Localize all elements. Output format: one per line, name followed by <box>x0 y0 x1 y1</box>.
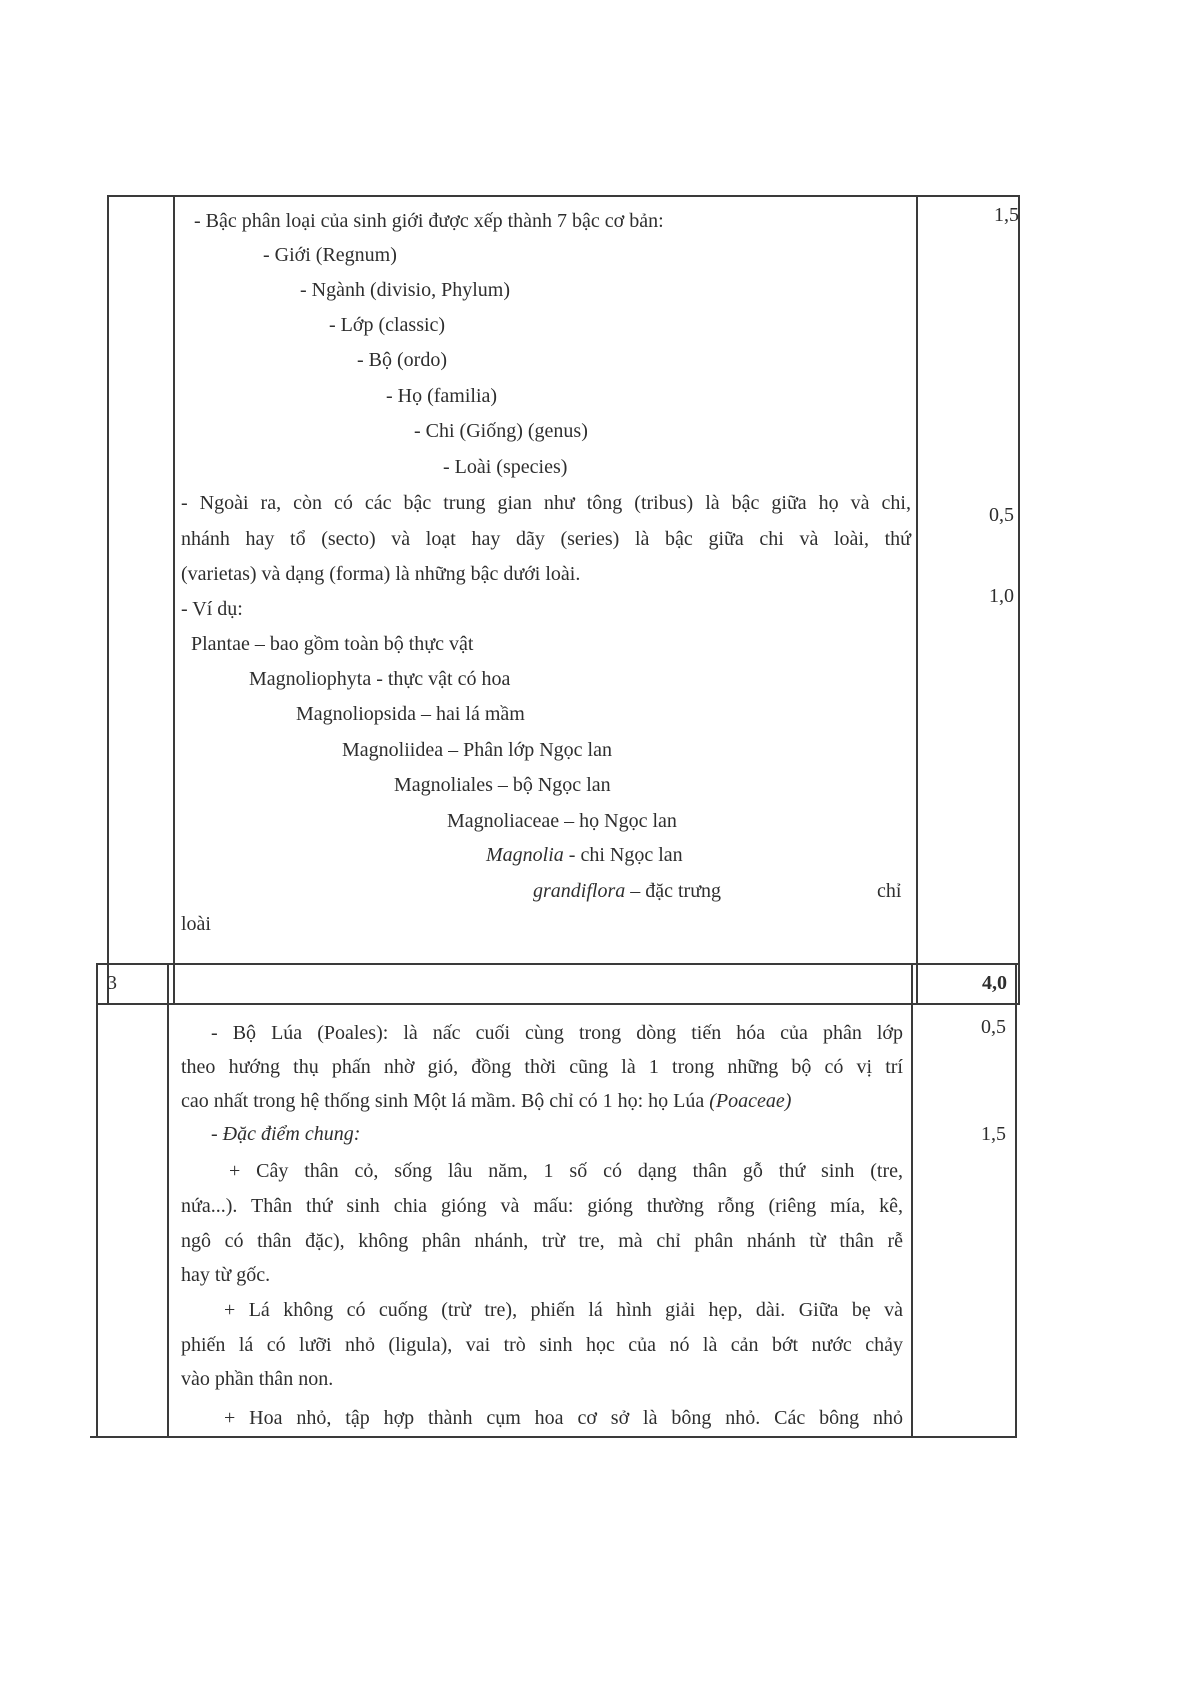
score-value: 1,5 <box>981 1123 1006 1145</box>
score-value: 1,0 <box>989 585 1014 607</box>
rank-genus: - Chi (Giống) (genus) <box>414 420 588 442</box>
score-column-left-border <box>916 195 918 1005</box>
rank-kingdom: - Giới (Regnum) <box>263 244 397 266</box>
flower-line: + Hoa nhỏ, tập hợp thành cụm hoa cơ sở là bông nhỏ. Các bông nhỏ <box>224 1407 903 1429</box>
example-genus <box>486 843 683 867</box>
table-bottom-border <box>90 1436 1016 1438</box>
table-right-border <box>1018 195 1020 1005</box>
poales-line <box>181 1089 791 1113</box>
example-magnoliaceae: Magnoliaceae – họ Ngọc lan <box>447 810 677 832</box>
table-left-border <box>107 195 109 1005</box>
lower-score-left-border <box>911 963 913 1438</box>
example-magnoliopsida: Magnoliopsida – hai lá mầm <box>296 703 525 725</box>
stem-line: nứa...). Thân thứ sinh chia gióng và mấu: gióng thường rỗng (riêng mía, kê, <box>181 1195 903 1217</box>
stem-line: ngô có thân đặc), không phân nhánh, trừ tre, mà chỉ phân nhánh từ thân rễ <box>181 1230 903 1252</box>
lower-left-border <box>96 963 98 1438</box>
species-description: – đặc trưng <box>625 880 722 902</box>
species-loai: loài <box>181 913 211 935</box>
rank-family: - Họ (familia) <box>386 385 498 407</box>
poales-line: theo hướng thụ phấn nhờ gió, đồng thời cũng là 1 trong những bộ có vị trí <box>181 1056 903 1078</box>
example-magnoliidea: Magnoliidea – Phân lớp Ngọc lan <box>342 739 612 761</box>
poaceae-name: (Poaceae) <box>709 1090 792 1112</box>
stem-line: + Cây thân cỏ, sống lâu năm, 1 số có dạng thân gỗ thứ sinh (tre, <box>229 1160 903 1182</box>
table-top-border <box>107 195 1019 197</box>
poales-line: - Bộ Lúa (Poales): là nấc cuối cùng trong dòng tiến hóa của phân lớp <box>211 1022 903 1044</box>
example-plantae: Plantae – bao gồm toàn bộ thực vật <box>191 633 474 655</box>
rank-class: - Lớp (classic) <box>329 314 446 336</box>
intermediate-ranks-line: nhánh hay tổ (secto) và loạt hay dãy (series) là bậc giữa chi và loài, thứ <box>181 528 911 550</box>
rank-order: - Bộ (ordo) <box>357 349 447 371</box>
species-epithet: grandiflora <box>533 880 626 902</box>
stem-line: hay từ gốc. <box>181 1264 271 1286</box>
leaf-line: + Lá không có cuống (trừ tre), phiến lá hình giải hẹp, dài. Giữa bẹ và <box>224 1299 903 1321</box>
example-magnoliales: Magnoliales – bộ Ngọc lan <box>394 774 611 796</box>
intermediate-ranks-line: (varietas) và dạng (forma) là những bậc dưới loài. <box>181 563 581 585</box>
poales-last-text: cao nhất trong hệ thống sinh Một lá mầm. Bộ chỉ có 1 họ: họ Lúa <box>181 1090 710 1112</box>
content-column-left-border <box>173 195 175 1005</box>
intermediate-ranks-line: - Ngoài ra, còn có các bậc trung gian như tông (tribus) là bậc giữa họ và chi, <box>181 492 911 514</box>
row-divider <box>96 1003 1018 1005</box>
lower-right-border <box>1015 963 1017 1438</box>
species-chi: chỉ <box>877 880 902 902</box>
question-total-score: 4,0 <box>982 972 1007 994</box>
example-label: - Ví dụ: <box>181 598 243 620</box>
score-value: 0,5 <box>989 504 1014 526</box>
score-value: 0,5 <box>981 1016 1006 1038</box>
question-number: 3 <box>107 972 117 994</box>
rank-phylum: - Ngành (divisio, Phylum) <box>300 279 510 301</box>
ranks-intro: - Bậc phân loại của sinh giới được xếp thành 7 bậc cơ bản: <box>194 210 664 232</box>
rank-species: - Loài (species) <box>443 456 568 478</box>
genus-name: Magnolia <box>486 844 564 866</box>
leaf-line: vào phần thân non. <box>181 1368 334 1390</box>
characteristics-label: - Đặc điểm chung: <box>211 1123 361 1145</box>
genus-description: - chi Ngọc lan <box>563 844 683 866</box>
lower-content-left-border <box>167 963 169 1438</box>
example-species <box>533 879 721 903</box>
leaf-line: phiến lá có lưỡi nhỏ (ligula), vai trò sinh học của nó là cản bớt nước chảy <box>181 1334 903 1356</box>
example-magnoliophyta: Magnoliophyta - thực vật có hoa <box>249 668 511 690</box>
row-divider <box>96 963 1018 965</box>
score-value: 1,5 <box>994 204 1019 226</box>
